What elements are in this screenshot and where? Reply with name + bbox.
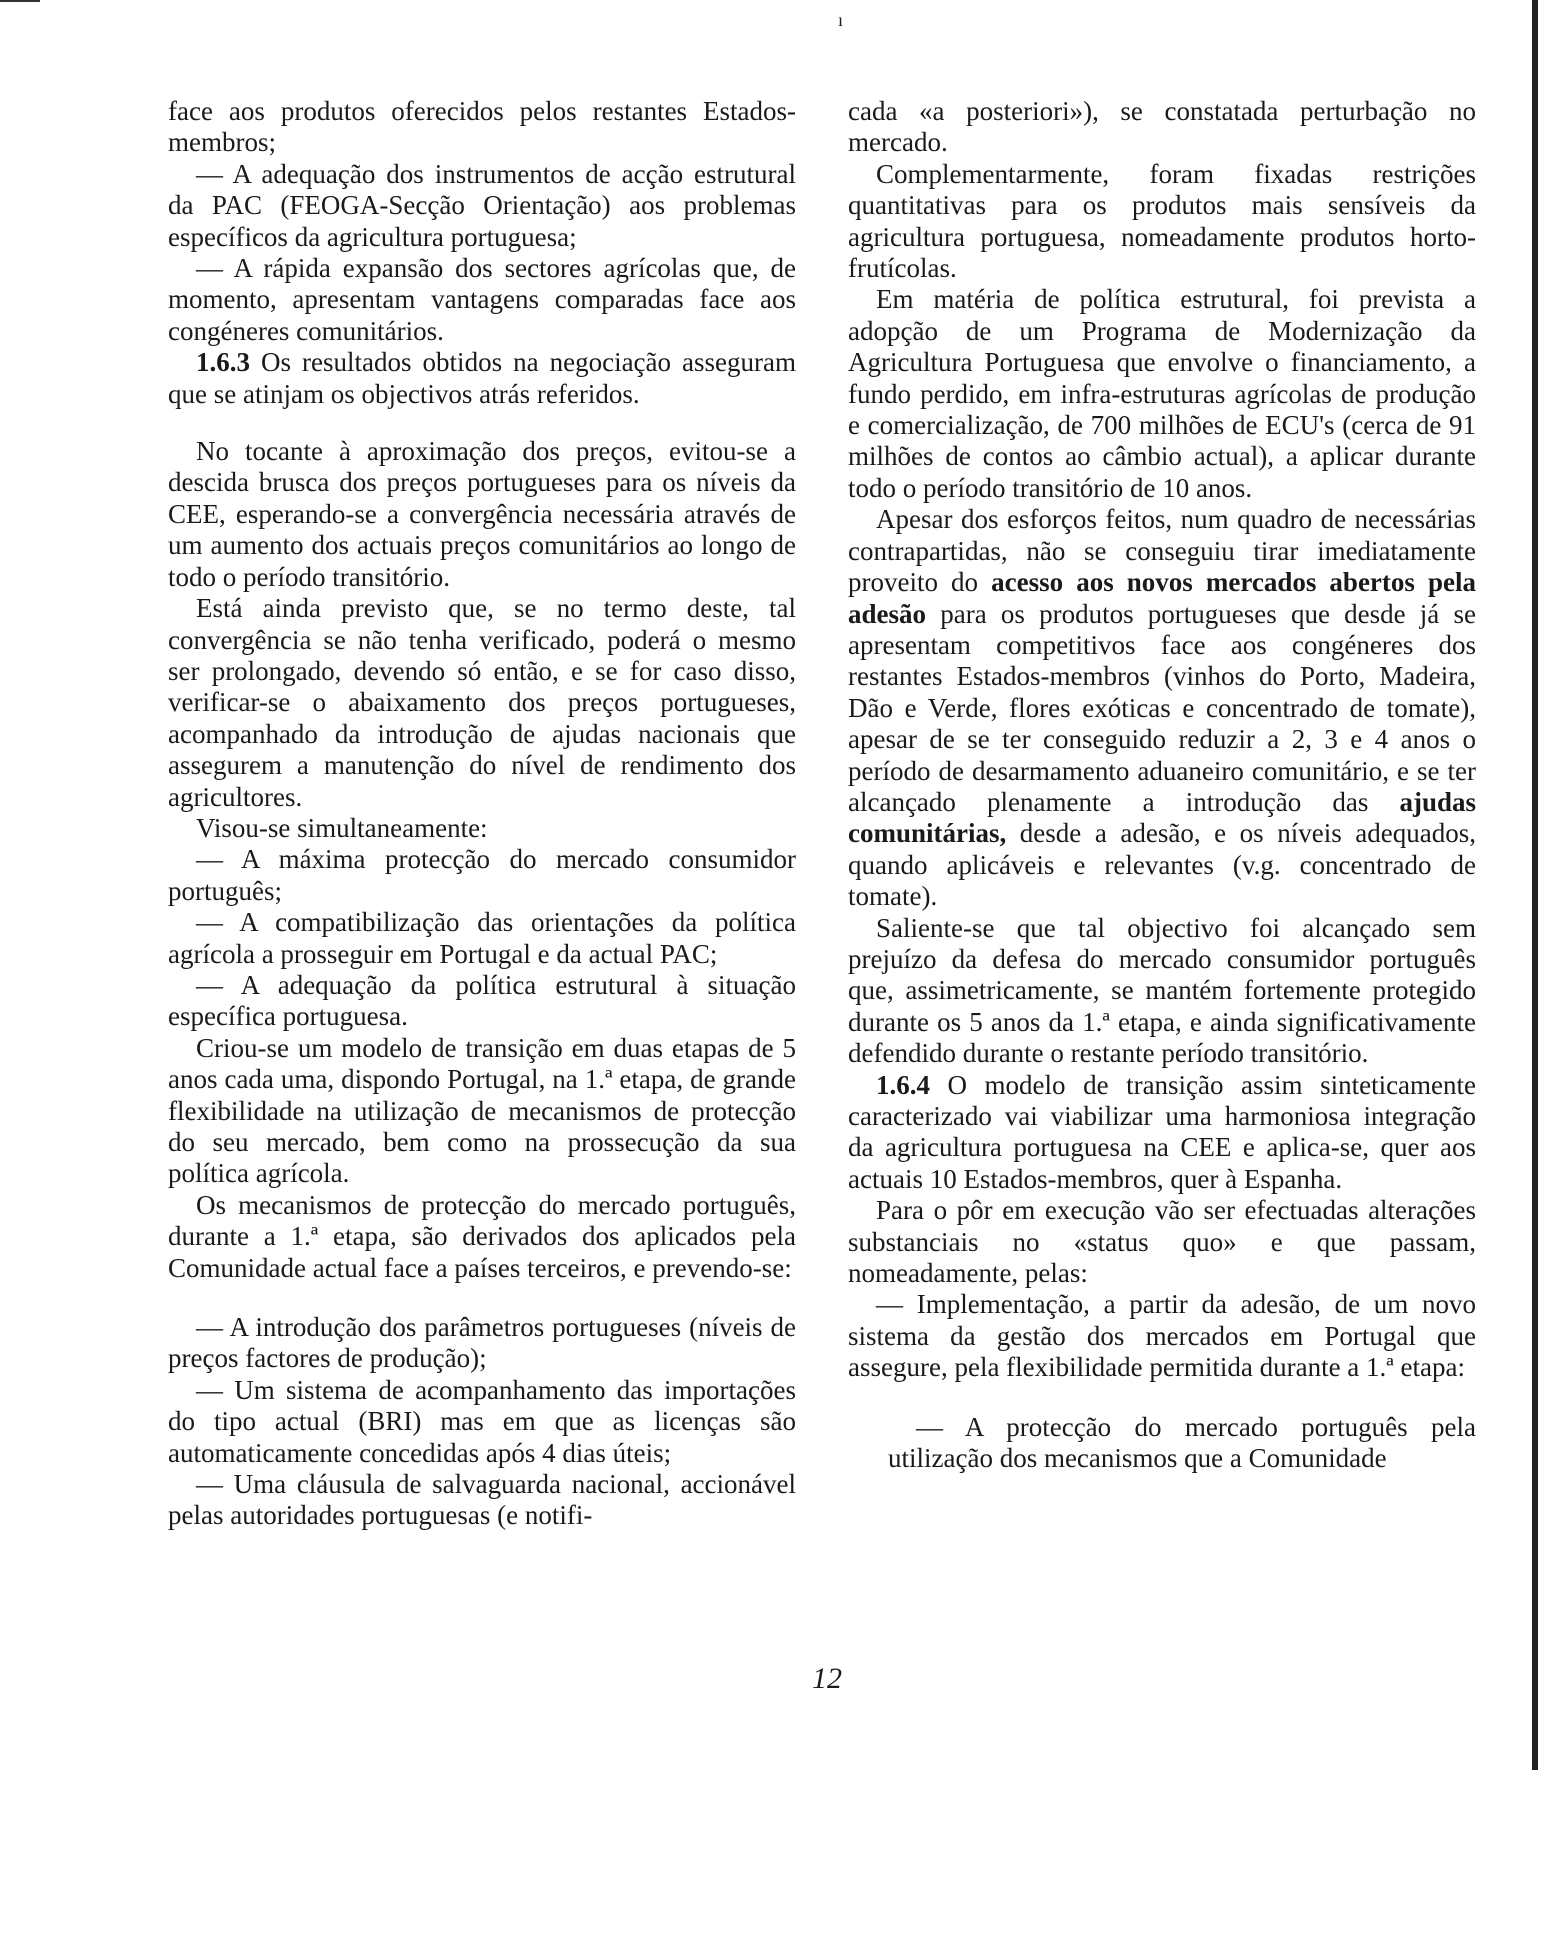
list-item: — Uma cláusula de salvaguarda nacional, accionável pelas autoridades portuguesas (e notifi- bbox=[168, 1469, 796, 1531]
paragraph: Visou-se simultaneamente: bbox=[196, 812, 488, 843]
list-item: — A rápida expansão dos sectores agrícolas que, de momento, apresentam vantagens comparadas face aos congéneres comunitários. bbox=[168, 253, 796, 346]
paragraph: Em matéria de política estrutural, foi prevista a adopção de um Programa de Modernização da Agricultura Portuguesa que envolve o financiamento, a fundo perdido, em infra-estruturas agrícolas de produção e comercialização, de 700 milhões de ECU's (cerca de 91 milhões de contos ao câmbio actual), a aplicar durante todo o período transitório de 10 anos. bbox=[848, 284, 1476, 503]
list-item: — A adequação dos instrumentos de acção estrutural da PAC (FEOGA-Secção Orientação) aos problemas específicos da agricultura portuguesa; bbox=[168, 158, 796, 252]
list-item: — A adequação da política estrutural à situação específica portuguesa. bbox=[168, 969, 796, 1032]
list-item: — Implementação, a partir da adesão, de um novo sistema da gestão dos mercados em Portugal que assegure, pela flexibilidade permitida durante a 1.ª etapa: bbox=[848, 1289, 1476, 1383]
paragraph: Complementarmente, foram fixadas restrições quantitativas para os produtos mais sensíveis da agricultura portuguesa, nomeadamente produtos horto-frutícolas. bbox=[848, 158, 1476, 284]
bold-phrase: ajudas comunitárias, bbox=[848, 786, 1476, 849]
section-paragraph bbox=[168, 347, 796, 410]
list-item: — A máxima protecção do mercado consumidor português; bbox=[168, 844, 796, 906]
list-item: — A compatibilização das orientações da política agrícola a prosseguir em Portugal e da actual PAC; bbox=[168, 907, 796, 969]
top-mark: ı bbox=[838, 10, 844, 30]
paragraph: Para o pôr em execução vão ser efectuadas alterações substanciais no «status quo» e que passam, nomeadamente, pelas: bbox=[848, 1195, 1476, 1289]
right-column bbox=[848, 96, 1476, 1474]
text-run: para os produtos portugueses que desde já se apresentam competitivos face aos congéneres dos restantes Estados-membros (vinhos do Porto, Madeira, Dão e Verde, flores exóticas e concentrado de tomate), apesar de se ter conseguido reduzir a 2, 3 e 4 anos o período de desarmamento aduaneiro comunitário, e se ter alcançado plenamente a introdução das bbox=[848, 598, 1476, 817]
paragraph: face aos produtos oferecidos pelos restantes Estados-membros; bbox=[168, 96, 796, 158]
list-item: — A introdução dos parâmetros portugueses (níveis de preços factores de produção); bbox=[168, 1312, 796, 1374]
paragraph: Saliente-se que tal objectivo foi alcançado sem prejuízo da defesa do mercado consumidor português que, assimetricamente, se mantém fortemente protegido durante os 5 anos da 1.ª etapa, e ainda significativamente defendido durante o restante período transitório. bbox=[848, 912, 1476, 1069]
text-run: desde a adesão, e os níveis adequados, quando aplicáveis e relevantes (v.g. concentrado de tomate). bbox=[848, 818, 1476, 912]
scan-corner-mark bbox=[0, 0, 40, 8]
list-item: — Um sistema de acompanhamento das importações do tipo actual (BRI) mas em que as licenças são automaticamente concedidas após 4 dias úteis; bbox=[168, 1374, 796, 1468]
paragraph: cada «a posteriori»), se constatada perturbação no mercado. bbox=[848, 96, 1476, 158]
section-text: O modelo de transição assim sinteticamente caracterizado vai viabilizar uma harmoniosa integração da agricultura portuguesa na CEE e aplica-se, quer aos actuais 10 Estados-membros, quer à Espanha. bbox=[848, 1069, 1477, 1194]
bold-phrase: acesso aos novos mercados abertos pela adesão bbox=[848, 567, 1476, 629]
page-number: 12 bbox=[812, 1662, 842, 1695]
section-number: 1.6.4 bbox=[876, 1069, 930, 1100]
section-number: 1.6.3 bbox=[196, 347, 250, 378]
left-column bbox=[168, 96, 796, 1532]
list-item: — A protecção do mercado português pela utilização dos mecanismos que a Comunidade bbox=[888, 1411, 1476, 1474]
paragraph: Os mecanismos de protecção do mercado português, durante a 1.ª etapa, são derivados dos aplicados pela Comunidade actual face a países terceiros, e prevendo-se: bbox=[168, 1189, 796, 1283]
paragraph bbox=[848, 504, 1476, 912]
paragraph: Está ainda previsto que, se no termo deste, tal convergência se não tenha verificado, poderá o mesmo ser prolongado, devendo só então, e se for caso disso, verificar-se o abaixamento dos preços portugueses, acompanhado da introdução de ajudas nacionais que assegurem a manutenção do nível de rendimento dos agricultores. bbox=[168, 593, 796, 812]
paragraph: No tocante à aproximação dos preços, evitou-se a descida brusca dos preços portugueses para os níveis da CEE, esperando-se a convergência necessária através de um aumento dos actuais preços comunitários ao longo de todo o período transitório. bbox=[168, 436, 796, 592]
paragraph: Criou-se um modelo de transição em duas etapas de 5 anos cada uma, dispondo Portugal, na 1.ª etapa, de grande flexibilidade na utilização de mecanismos de protecção do seu mercado, bem como na prossecução da sua política agrícola. bbox=[168, 1032, 796, 1189]
scan-edge-shadow bbox=[1532, 0, 1538, 1770]
text-run: Apesar dos esforços feitos, num quadro de necessárias contrapartidas, não se conseguiu tirar imediatamente proveito do bbox=[848, 504, 1476, 598]
section-paragraph bbox=[848, 1070, 1476, 1196]
section-text: Os resultados obtidos na negociação asseguram que se atinjam os objectivos atrás referidos. bbox=[168, 347, 797, 409]
